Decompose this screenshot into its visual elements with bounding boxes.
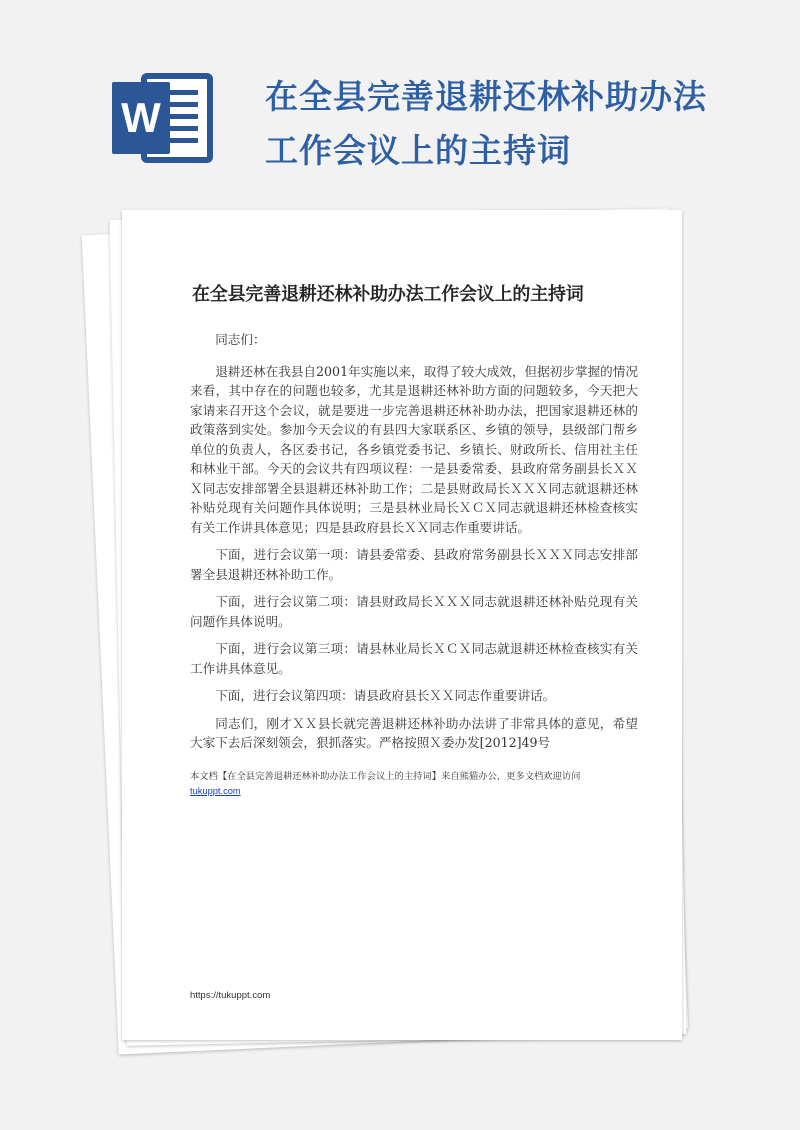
source-note [190, 770, 660, 799]
word-document-icon [110, 70, 214, 166]
paragraph-agenda-2: 下面，进行会议第二项：请县财政局长ＸＸＸ同志就退耕还林补贴兑现有关问题作具体说明。 [190, 594, 638, 629]
paragraph-intro: 退耕还林在我县自2001年实施以来，取得了较大成效，但据初步掌握的情况来看，其中存在的问题也较多，尤其是退耕还林补助方面的问题较多，今天把大家请来召开这个会议，就是要进一步完善退耕还林补助办法，把国家退耕还林的政策落到实处。参加今天会议的有县四大家联系区、乡镇的领导，县级部门帮乡单位的负责人，各区委书记，各乡镇党委书记、乡镇长、财政所长、信用社主任和林业干部。今天的会议共有四项议程：一是县委常委、县政府常务副县长ＸＸＸ同志安排部署全县退耕还林补助工作；二是县财政局长ＸＸＸ同志就退耕还林补贴兑现有关问题作具体说明；三是县林业局长ＸＣＸ同志就退耕还林检查核实有关工作讲具体意见；四是县政府县长ＸＸ同志作重要讲话。 [190, 363, 638, 535]
document-page [122, 210, 682, 1040]
paragraph-agenda-4: 下面，进行会议第四项：请县政府县长ＸＸ同志作重要讲话。 [215, 688, 556, 703]
source-note-text: 本文档【在全县完善退耕还林补助办法工作会议上的主持词】来自熊猫办公，更多文档欢迎访问 [190, 771, 581, 782]
paragraph-agenda-3: 下面，进行会议第三项：请县林业局长ＸＣＸ同志就退耕还林检查核实有关工作讲具体意见。 [190, 641, 638, 676]
paragraph-closing: 同志们，刚才ＸＸ县长就完善退耕还林补助办法讲了非常具体的意见，希望大家下去后深刻领会，狠抓落实。严格按照Ｘ委办发[2012]49号 [190, 715, 638, 750]
document-body [190, 330, 638, 761]
document-title-line-2: 工作会议上的主持词 [265, 131, 571, 170]
document-title [265, 70, 765, 178]
source-link[interactable]: tukuppt.com [190, 786, 241, 796]
greeting: 同志们： [215, 332, 266, 347]
word-icon-letter: W [121, 94, 161, 141]
paragraph-agenda-1: 下面，进行会议第一项：请县委常委、县政府常务副县长ＸＸＸ同志安排部署全县退耕还林补助工作。 [190, 547, 638, 582]
document-title-line-1: 在全县完善退耕还林补助办法 [265, 77, 707, 116]
page-heading: 在全县完善退耕还林补助办法工作会议上的主持词 [192, 284, 584, 305]
footer-url: https://tukuppt.com [190, 990, 271, 1001]
